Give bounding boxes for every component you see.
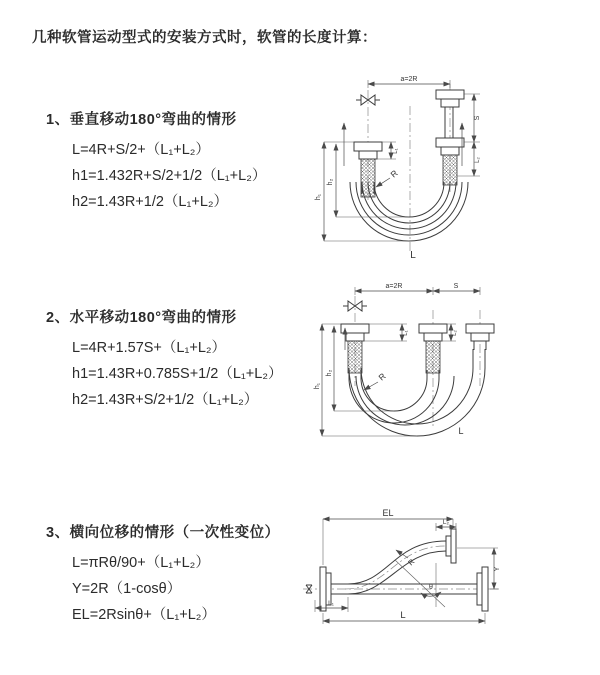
dim-l2-label: L₂ (452, 330, 458, 336)
radius-label: R (406, 557, 417, 568)
section-1-heading: 1、垂直移动180°弯曲的情形 (46, 112, 237, 128)
length-label: L (400, 610, 406, 621)
lateral-offset-diagram (293, 505, 600, 650)
dim-y-label: Y (494, 566, 501, 572)
dimensions (314, 283, 480, 436)
horizontal-bend-diagram (310, 278, 600, 466)
formula-el: EL=2Rsinθ+（L₁+L₂） (72, 607, 216, 623)
formula-length: L=4R+S/2+（L₁+L₂） (72, 142, 210, 158)
section-lateral-offset (46, 521, 280, 628)
dim-h2-label: h₂ (326, 369, 333, 377)
dim-h1-label: h₁ (314, 382, 321, 390)
formula-length: L=4R+1.57S+（L₁+L₂） (72, 340, 227, 356)
length-label: L (410, 250, 416, 261)
section-vertical-bend (46, 108, 266, 215)
section-horizontal-bend (46, 306, 282, 413)
dim-span-label: a=2R (400, 76, 418, 83)
dim-l2-label: L₂ (475, 157, 481, 163)
centerlines (355, 296, 480, 428)
length-label: L (458, 426, 464, 436)
radius-label: R (388, 167, 400, 180)
angle-label: θ (429, 584, 433, 591)
dim-l1-label: L₁ (403, 330, 409, 336)
dim-s-label: S (474, 115, 481, 121)
formula-h2: h2=1.43R+S/2+1/2（L₁+L₂） (72, 392, 259, 408)
dim-span-label: a=2R (385, 283, 403, 290)
dim-l2-label: L₂ (442, 519, 450, 526)
dim-l1-label: L₁ (393, 148, 399, 154)
formula-h1: h1=1.432R+S/2+1/2（L₁+L₂） (72, 168, 267, 184)
dimensions (315, 508, 501, 624)
vertical-bend-diagram (310, 70, 600, 266)
dim-h1-label: h₁ (315, 193, 322, 201)
section-3-heading: 3、横向位移的情形（一次性变位） (46, 525, 280, 541)
formula-y: Y=2R（1-cosθ） (72, 581, 182, 597)
dim-s-label: S (453, 283, 459, 290)
formula-h2: h2=1.43R+1/2（L₁+L₂） (72, 194, 229, 210)
hose-and-flanges (320, 529, 488, 611)
section-2-heading: 2、水平移动180°弯曲的情形 (46, 310, 237, 326)
formula-h1: h1=1.43R+0.785S+1/2（L₁+L₂） (72, 366, 283, 382)
formula-length: L=πRθ/90+（L₁+L₂） (72, 555, 210, 571)
el-label: EL (382, 508, 394, 518)
page-title: 几种软管运动型式的安装方式时，软管的长度计算： (32, 30, 377, 46)
dim-l1-label: L₁ (328, 600, 334, 607)
dim-h2-label: h₂ (327, 178, 334, 186)
radius-label: R (376, 370, 388, 383)
